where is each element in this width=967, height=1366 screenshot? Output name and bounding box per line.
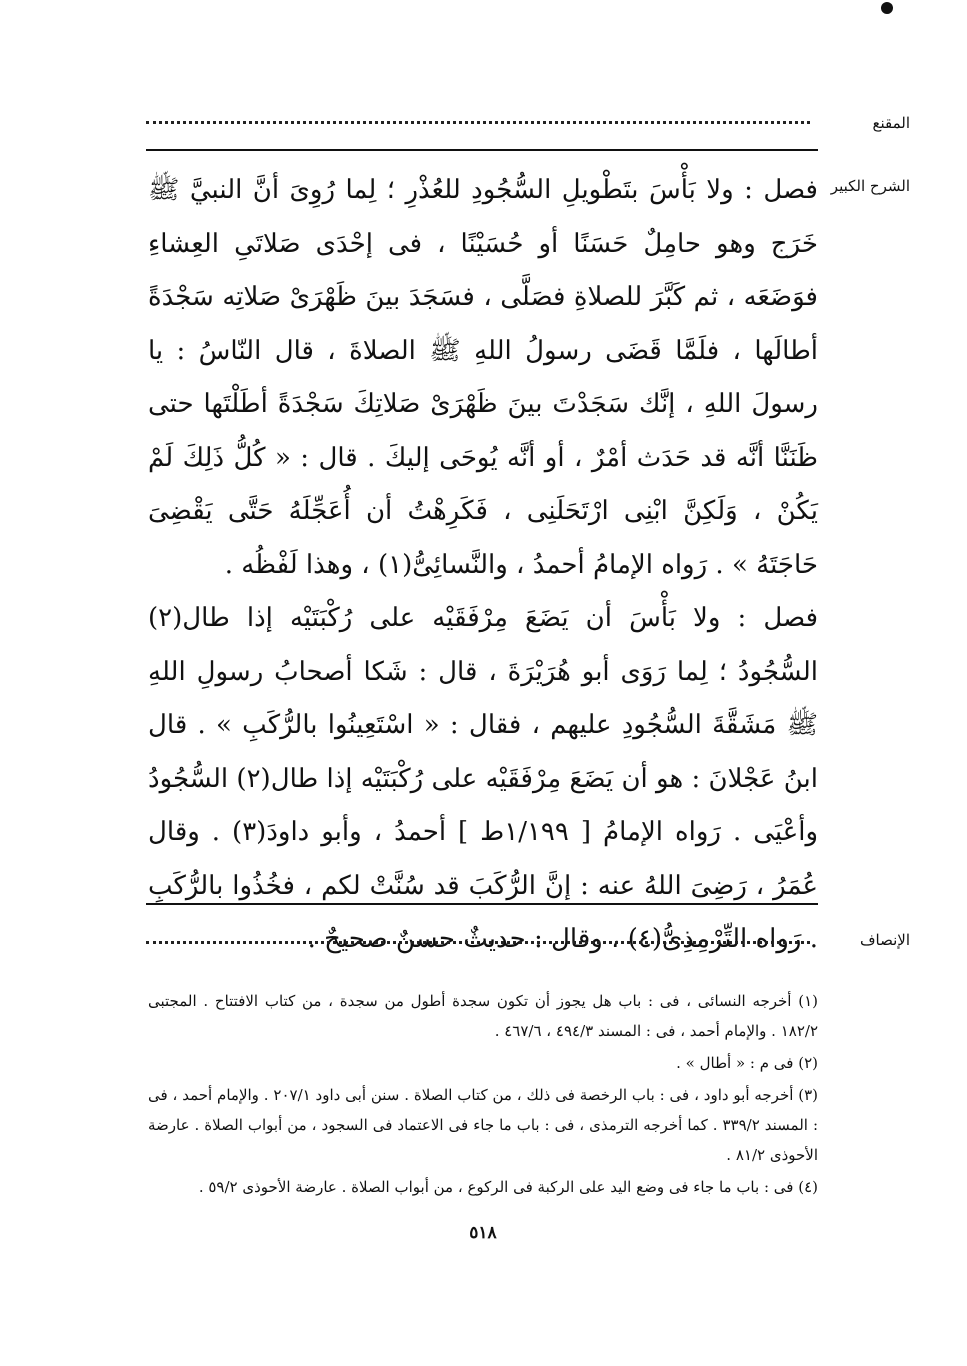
footnote-3: (٣) أخرجه أبو داود ، فى : باب الرخصة فى ذلك ، من كتاب الصلاة . سنن أبى داود ٢٠٧/١ . والإمام أحمد ، فى : المسند ٣٣٩/٢ . كما أخرجه الترمذى ، فى : باب ما جاء فى الاعتماد فى السجود ، من أبواب الصلاة . عارضة الأحوذى ٨١/٢ . [148, 1086, 819, 1164]
corner-dot [881, 2, 893, 14]
rule-top [146, 149, 818, 151]
rule-bottom [146, 903, 818, 905]
label-sharh-kabir: الشرح الكبير [830, 177, 910, 195]
paragraph-2: فصل : ولا بَأْسَ أن يَضَعَ مِرْفَقَيْه على رُكْبَتَيْه إذا طال(٢) السُّجُودُ ؛ لِما رَوَى أبو هُرَيْرَةَ ، قال : شَكا أصحابُ رسولِ اللهِ ﷺ مَشَقَّةَ السُّجُودِ عليهم ، فقال : « اسْتَعِينُوا بالرُّكَبِ » . قال ابنُ عَجْلانَ : هو أن يَضَعَ مِرْفَقَيْه على رُكْبَتَيْه إذا طال(٢) السُّجُودُ وأعْيَى . رَواه الإمامُ [ ١/١٩٩ط ] أحمدُ ، وأبو داودَ(٣) . وقال عُمَرُ ، رَضِىَ اللهُ عنه : إنَّ الرُّكَبَ قد سُنَّتْ لكم ، فخُذُوا بالرُّكَبِ . رَواه التِّرْمِذِىُّ(٤) ، وقال : حديثٌ حسنٌ صحيحٌ . [148, 603, 819, 954]
label-insaf: الإنصاف [859, 931, 910, 949]
dotted-line-insaf [146, 941, 810, 944]
main-text [148, 164, 818, 967]
page-number: ٥١٨ [469, 1223, 497, 1243]
footnote-1: (١) أخرجه النسائى ، فى : باب هل يجوز أن تكون سجدة أطول من سجدة ، من كتاب الافتتاح . المجتبى ١٨٢/٢ . والإمام أحمد ، فى : المسند ٤٩٤/٣ ، ٤٦٧/٦ . [148, 992, 818, 1040]
footnotes [148, 986, 818, 1202]
dotted-line-muqni [146, 121, 810, 124]
footnote-2: (٢) فى م : « أطال » . [676, 1054, 818, 1072]
paragraph-1: فصل : ولا بَأْسَ بتَطْويلِ السُّجُودِ للعُذْرِ ؛ لِما رُوِىَ أنَّ النبيَّ ﷺ خَرَج وهو حامِلٌ حَسَنًا أو حُسَيْنًا ، فى إحْدَى صَلاتَىِ العِشاءِ فوَضَعَه ، ثم كَبَّرَ للصلاةِ فصَلَّى ، فسَجَدَ بينَ ظَهْرَىْ صَلاتِه سَجْدَةً أطالَها ، فلَمَّا قَضَى رسولُ اللهِ ﷺ الصلاةَ ، قال النّاسُ : يا رسولَ اللهِ ، إنَّك سَجَدْتَ بينَ ظَهْرَىْ صَلاتِكَ سَجْدَةً أطَلْتَها حتى ظَنَنَّا أنَّه قد حَدَث أمْرٌ ، أو أنَّه يُوحَى إليكَ . قال : « كُلُّ ذَلِكَ لَمْ يَكُنْ ، وَلَكِنَّ ابْنِى ارْتَحَلَنِى ، فَكَرِهْتُ أن أُعَجِّلَهُ حَتَّى يَقْضِىَ حَاجَتَهُ » . رَواه الإمامُ أحمدُ ، والنَّسائِىُّ(١) ، وهذا لَفْظُه . [148, 175, 818, 580]
label-muqni: المقنع [872, 114, 910, 132]
footnote-4: (٤) فى : باب ما جاء فى وضع اليد على الركبة فى الركوع ، من أبواب الصلاة . عارضة الأحوذى ٥٩/٢ . [198, 1178, 818, 1196]
